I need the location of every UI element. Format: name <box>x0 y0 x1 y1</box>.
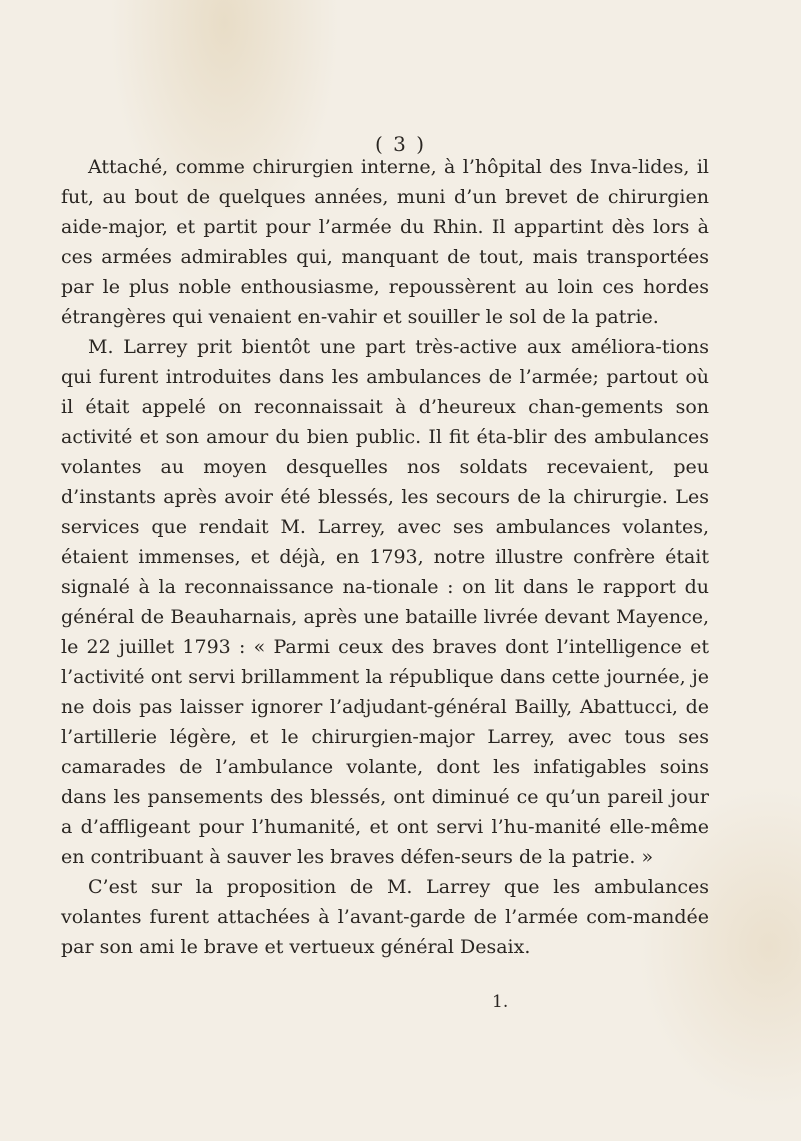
body-text <box>61 152 709 962</box>
page-number: ( 3 ) <box>374 132 427 156</box>
paragraph-1: Attaché, comme chirurgien interne, à l’hôpital des Inva-lides, il fut, au bout de quelques années, muni d’un brevet de chirurgien aide-major, et partit pour l’armée du Rhin. Il appartint dès lors à ces armées admirables qui, manquant de tout, mais transportées par le plus noble enthousiasme, repoussèrent au loin ces hordes étrangères qui venaient en-vahir et souiller le sol de la patrie. <box>61 156 709 328</box>
paragraph-3: C’est sur la proposition de M. Larrey que les ambulances volantes furent attachées à l’avant-garde de l’armée com-mandée par son ami le brave et vertueux général Desaix. <box>61 876 709 958</box>
signature-mark: 1. <box>492 992 509 1012</box>
paragraph-2: M. Larrey prit bientôt une part très-active aux améliora-tions qui furent introduites dans les ambulances de l’armée; partout où il était appelé on reconnaissait à d’heureux chan-gements son activité et son amour du bien public. Il fit éta-blir des ambulances volantes au moyen desquelles nos soldats recevaient, peu d’instants après avoir été blessés, les secours de la chirurgie. Les services que rendait M. Larrey, avec ses ambulances volantes, étaient immenses, et déjà, en 1793, notre illustre confrère était signalé à la reconnaissance na-tionale : on lit dans le rapport du général de Beauharnais, après une bataille livrée devant Mayence, le 22 juillet 1793 : « Parmi ceux des braves dont l’intelligence et l’activité ont servi brillamment la république dans cette journée, je ne dois pas laisser ignorer l’adjudant-général Bailly, Abattucci, de l’artillerie légère, et le chirurgien-major Larrey, avec tous ses camarades de l’ambulance volante, dont les infatigables soins dans les pansements des blessés, ont diminué ce qu’un pareil jour a d’affligeant pour l’humanité, et ont servi l’hu-manité elle-même en contribuant à sauver les braves défen-seurs de la patrie. » <box>61 336 709 868</box>
